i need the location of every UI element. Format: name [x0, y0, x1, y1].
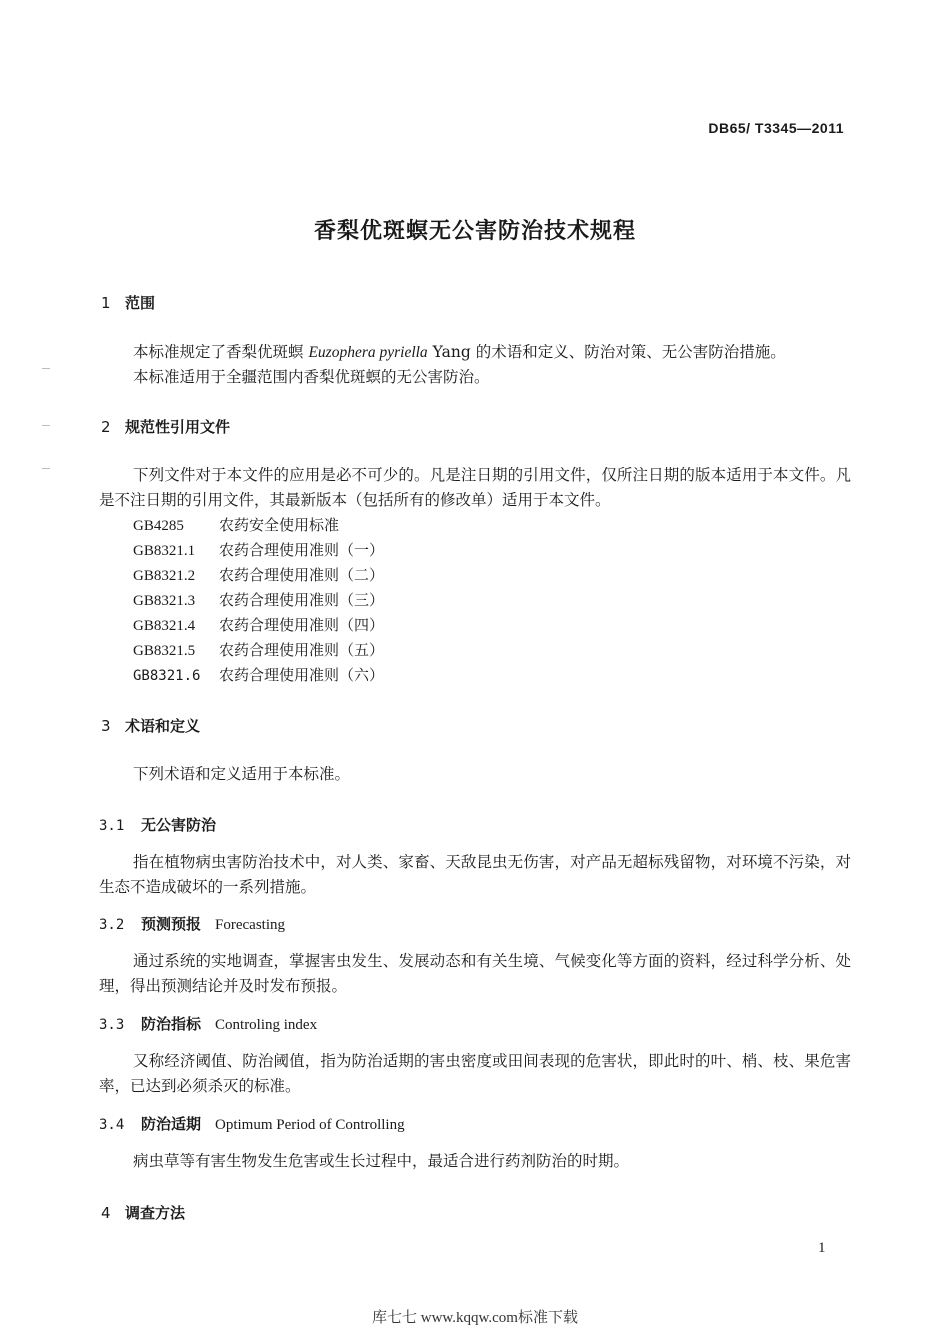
- scope-text: 本标准规定了香梨优斑螟: [133, 343, 309, 361]
- section-2-heading: [101, 416, 230, 437]
- reference-name: 农药合理使用准则（三）: [219, 591, 385, 609]
- term-number: 3.3: [99, 1017, 125, 1033]
- standard-code: DB65/ T3345—2011: [708, 120, 844, 136]
- section-3-heading: [101, 715, 200, 736]
- term-title: 防治指标: [141, 1015, 202, 1033]
- document-title: 香梨优斑螟无公害防治技术规程: [313, 219, 636, 244]
- section-4-heading: [101, 1202, 185, 1223]
- reference-item: [133, 589, 384, 610]
- reference-code: GB8321.5: [133, 643, 196, 659]
- term-title: 预测预报: [141, 915, 202, 933]
- scan-mark: [42, 425, 50, 426]
- term-number: 3.2: [99, 917, 125, 933]
- section-title: 术语和定义: [125, 717, 201, 735]
- section-number: 4: [101, 1204, 111, 1222]
- scope-paragraph-1: [133, 340, 786, 365]
- reference-code: GB8321.4: [133, 618, 196, 634]
- term-title: 防治适期: [141, 1115, 202, 1133]
- scope-paragraph-2: 本标准适用于全疆范围内香梨优斑螟的无公害防治。: [133, 368, 490, 386]
- term-heading: [99, 1113, 405, 1134]
- reference-name: 农药合理使用准则（五）: [219, 641, 385, 659]
- reference-item: [133, 614, 384, 635]
- section-title: 规范性引用文件: [125, 418, 231, 436]
- reference-code: GB8321.6: [133, 668, 201, 684]
- term-english: Controling index: [215, 1017, 318, 1033]
- reference-item: [133, 539, 384, 560]
- term-heading: [99, 913, 285, 934]
- term-definition: 指在植物病虫害防治技术中，对人类、家畜、天敌昆虫无伤害，对产品无超标残留物，对环境不污染，对生态不造成破坏的一系列措施。: [99, 853, 851, 896]
- term-definition: 病虫草等有害生物发生危害或生长过程中，最适合进行药剂防治的时期。: [133, 1152, 630, 1170]
- term-number: 3.4: [99, 1117, 125, 1133]
- scan-mark: [42, 368, 50, 369]
- terms-intro: 下列术语和定义适用于本标准。: [133, 765, 351, 783]
- reference-name: 农药合理使用准则（一）: [219, 541, 385, 559]
- term-definition: 又称经济阈值、防治阈值，指为防治适期的害虫密度或田间表现的危害状，即此时的叶、梢、枝、果危害率，已达到必须杀灭的标准。: [99, 1052, 851, 1095]
- section-title: 范围: [125, 294, 156, 312]
- reference-code: GB8321.3: [133, 593, 196, 609]
- section-number: 2: [101, 418, 111, 436]
- reference-name: 农药合理使用准则（六）: [219, 666, 385, 684]
- reference-item: [133, 514, 339, 535]
- section-number: 1: [101, 294, 111, 312]
- term-heading: [99, 1013, 317, 1034]
- reference-name: 农药合理使用准则（四）: [219, 616, 385, 634]
- reference-code: GB4285: [133, 518, 184, 534]
- reference-item: [133, 639, 384, 660]
- section-title: 调查方法: [125, 1204, 186, 1222]
- footer-watermark: 库七七 www.kqqw.com标准下载: [372, 1310, 578, 1326]
- reference-item: [133, 564, 384, 585]
- reference-code: GB8321.1: [133, 543, 196, 559]
- species-latin-name: Euzophera pyriella: [308, 344, 428, 361]
- term-number: 3.1: [99, 818, 125, 834]
- scope-text: Yang 的术语和定义、防治对策、无公害防治措施。: [427, 343, 786, 361]
- term-english: Optimum Period of Controlling: [215, 1117, 405, 1133]
- page-number: 1: [818, 1240, 826, 1256]
- scan-mark: [42, 468, 50, 469]
- term-definition: 通过系统的实地调查，掌握害虫发生、发展动态和有关生境、气候变化等方面的资料，经过科学分析、处理，得出预测结论并及时发布预报。: [99, 952, 851, 995]
- term-heading: [99, 814, 230, 835]
- section-number: 3: [101, 717, 111, 735]
- reference-name: 农药合理使用准则（二）: [219, 566, 385, 584]
- reference-name: 农药安全使用标准: [219, 516, 340, 534]
- reference-item: [133, 664, 384, 685]
- section-1-heading: [101, 292, 155, 313]
- term-title: 无公害防治: [141, 816, 217, 834]
- reference-code: GB8321.2: [133, 568, 196, 584]
- normative-references-intro: 下列文件对于本文件的应用是必不可少的。凡是注日期的引用文件，仅所注日期的版本适用于本文件。凡是不注日期的引用文件，其最新版本（包括所有的修改单）适用于本文件。: [99, 466, 851, 509]
- term-english: Forecasting: [215, 917, 285, 933]
